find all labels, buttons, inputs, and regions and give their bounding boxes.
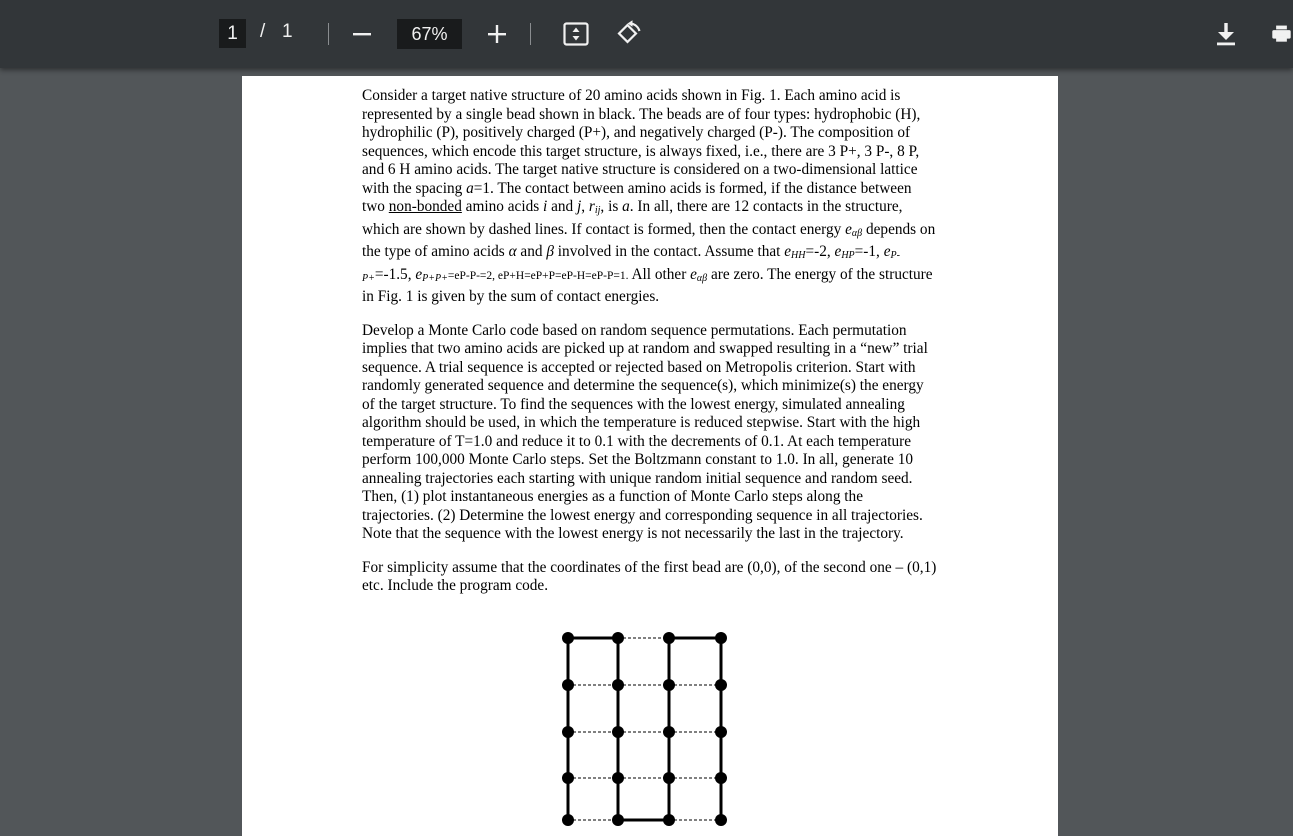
bead (663, 726, 675, 738)
bead (562, 772, 574, 784)
backbone-bonds (568, 638, 721, 820)
toolbar-divider (328, 23, 329, 45)
zoom-level-input[interactable] (397, 19, 462, 49)
bead (663, 679, 675, 691)
bead (612, 726, 624, 738)
bead (562, 726, 574, 738)
beads (562, 632, 727, 826)
plus-icon (486, 23, 508, 45)
bead (663, 632, 675, 644)
download-button[interactable] (1211, 19, 1241, 49)
bead (715, 772, 727, 784)
bead (663, 772, 675, 784)
bead (715, 814, 727, 826)
paragraph-problem: Consider a target native structure of 20 amino acids shown in Fig. 1. Each amino acid is represented by a single bead shown in black. The beads are of four types: hydrophobic (H), hydrophilic (P), positively charged (P+), and negatively charged (P-). The composition of sequences, which encode this target structure, is always fixed, i.e., there are 3 P+, 3 P-, 8 P, and 6 H amino acids. The target native structure is considered on a two-dimensional lattice with the spacing a=1. The contact between amino acids is formed, if the distance between two non-bonded amino acids i and j, $r_{ij}$, is a. In all, there are 12 contacts in the structure, which are shown by dashed lines. If contact is formed, then the contact energy $e_{\alpha\beta}$ depends on the type of amino acids α and β involved in the contact. Assume that $e_{HH}=-2$, $e_{HP}=-1$, $e_{P-P+}=-1.5$, $e_{P+P+}=eP-P-=2$, eP+H=eP+P=eP-H=eP-P=1. All other $e_{\alpha\beta}$ are zero. The energy of the structure in Fig. 1 is given by the sum of contact energies. (362, 87, 936, 305)
page-number-input[interactable] (219, 19, 246, 48)
total-pages: 1 (282, 21, 293, 42)
page-separator: / (260, 21, 266, 42)
bead (715, 632, 727, 644)
print-button[interactable] (1270, 19, 1293, 49)
contact-lines (568, 638, 721, 820)
print-icon (1270, 20, 1293, 48)
fit-to-page-icon (562, 20, 590, 48)
bead (612, 679, 624, 691)
document-body (362, 87, 938, 611)
zoom-value: 67% (411, 23, 448, 44)
bead (663, 814, 675, 826)
toolbar-divider (530, 23, 531, 45)
download-icon (1214, 21, 1238, 47)
bond-line (618, 638, 669, 820)
minus-icon (351, 23, 373, 45)
bead (562, 679, 574, 691)
bead (562, 814, 574, 826)
bead (715, 679, 727, 691)
rotate-button[interactable] (613, 19, 643, 49)
bead (715, 726, 727, 738)
current-page: 1 (227, 22, 238, 44)
bead (612, 632, 624, 644)
bead (612, 772, 624, 784)
bead (612, 814, 624, 826)
bead (562, 632, 574, 644)
bond-line (669, 638, 721, 820)
pdf-page (242, 76, 1058, 836)
zoom-out-button[interactable] (348, 20, 376, 48)
paragraph-task: Develop a Monte Carlo code based on random sequence permutations. Each permutation implies that two amino acids are picked up at random and swapped resulting in a “new” trial sequence. A trial sequence is accepted or rejected based on Metropolis criterion. Start with randomly generated sequence and determine the sequence(s), which minimize(s) the energy of the target structure. To find the sequences with the lowest energy, simulated annealing algorithm should be used, in which the temperature is reduced stepwise. Start with the high temperature of T=1.0 and reduce it to 0.1 with the decrements of 0.1. At each temperature perform 100,000 Monte Carlo steps. Set the Boltzmann constant to 1.0. In all, generate 10 annealing trajectories each starting with unique random initial sequence and random seed. Then, (1) plot instantaneous energies as a function of Monte Carlo steps along the trajectories. (2) Determine the lowest energy and corresponding sequence in all trajectories. Note that the sequence with the lowest energy is not necessarily the last in the trajectory. (362, 321, 928, 542)
paragraph-notes: For simplicity assume that the coordinates of the first bead are (0,0), of the second one – (0,1) etc. Include the program code. (362, 558, 937, 594)
zoom-in-button[interactable] (482, 19, 512, 49)
fit-to-page-button[interactable] (561, 19, 591, 49)
rotate-icon (613, 19, 643, 49)
pdf-toolbar (0, 0, 1293, 68)
lattice-structure-figure (560, 630, 735, 830)
